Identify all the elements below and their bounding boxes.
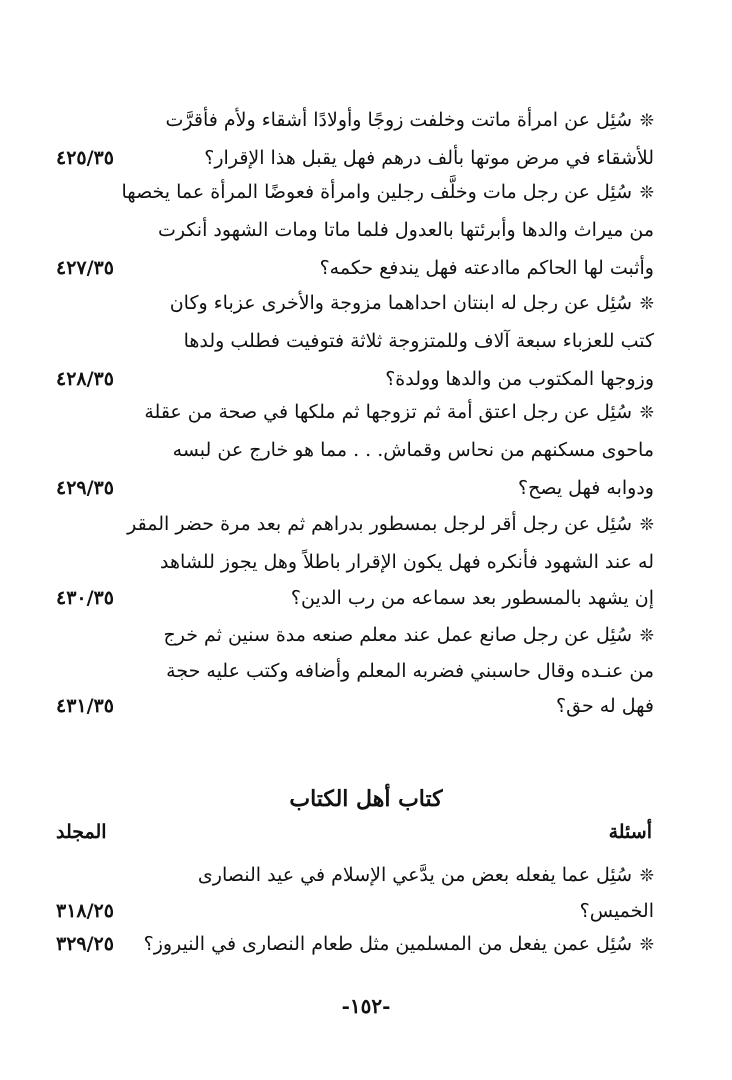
- volume-page-ref: ٤٢٧/٣٥: [56, 257, 114, 279]
- volume-page-ref: ٤٣٠/٣٥: [56, 587, 114, 609]
- question-line: ودوابه فهل يصح؟: [518, 477, 654, 499]
- bullet-star-icon: ❊: [639, 111, 654, 131]
- question-line: ❊سُئِل عن رجل له ابنتان احداهما مزوجة والأخرى عزباء وكان: [64, 284, 654, 322]
- question-line: وزوجها المكتوب من والدها وولدة؟: [385, 368, 654, 390]
- question-line: وأثبت لها الحاكم ماادعته فهل يندفع حكمه؟: [319, 257, 654, 279]
- bullet-star-icon: ❊: [639, 626, 654, 646]
- page-number: -١٥٢-: [341, 994, 391, 1018]
- question-line: ❊سُئِل عمن يفعل من المسلمين مثل طعام النصارى في النيروز؟: [64, 925, 654, 963]
- question-line: ماحوى مسكنهم من نحاس وقماش. . . مما هو خارج عن لبسه: [172, 439, 654, 461]
- question-line: من عنـده وقال حاسبني فضربه المعلم وأضافه وكتب عليه حجة: [166, 660, 654, 682]
- question-line: الخميس؟: [579, 900, 654, 922]
- bullet-star-icon: ❊: [639, 183, 654, 203]
- question-line: من ميراث والدها وأبرئتها بالعدول فلما ماتا ومات الشهود أنكرت: [157, 219, 654, 241]
- question-line: فهل له حق؟: [556, 695, 654, 717]
- question-line: ❊سُئِل عن رجل اعتق أمة ثم تزوجها ثم ملكها في صحة من عقلة: [64, 393, 654, 431]
- volume-page-ref: ٤٢٩/٣٥: [56, 477, 114, 499]
- bullet-star-icon: ❊: [639, 403, 654, 423]
- volume-page-ref: ٣١٨/٢٥: [56, 900, 114, 922]
- question-line: إن يشهد بالمسطور بعد سماعه من رب الدين؟: [290, 587, 654, 609]
- volume-column-header: المجلد: [56, 821, 107, 843]
- question-line: كتب للعزباء سبعة آلاف وللمتزوجة ثلاثة فتوفيت فطلب ولدها: [183, 330, 654, 352]
- question-line: ❊سُئِل عن امرأة ماتت وخلفت زوجًا وأولادًا أشقاء ولأم فأقرَّت: [64, 101, 654, 139]
- bullet-star-icon: ❊: [639, 866, 654, 886]
- questions-column-header: أسئلة: [608, 821, 652, 843]
- volume-page-ref: ٤٢٥/٣٥: [56, 147, 114, 169]
- section-title: كتاب أهل الكتاب: [289, 786, 443, 812]
- bullet-star-icon: ❊: [639, 515, 654, 535]
- volume-page-ref: ٣٢٩/٢٥: [56, 933, 114, 955]
- bullet-star-icon: ❊: [639, 935, 654, 955]
- volume-page-ref: ٤٢٨/٣٥: [56, 368, 114, 390]
- question-line: للأشقاء في مرض موتها بألف درهم فهل يقبل هذا الإقرار؟: [204, 147, 654, 169]
- question-line: ❊سُئِل عن رجل أقر لرجل بمسطور بدراهم ثم بعد مرة حضر المقر: [64, 505, 654, 543]
- volume-page-ref: ٤٣١/٣٥: [56, 695, 114, 717]
- question-line: ❊سُئِل عن رجل صانع عمل عند معلم صنعه مدة سنين ثم خرج: [64, 616, 654, 654]
- bullet-star-icon: ❊: [639, 294, 654, 314]
- question-line: ❊سُئِل عن رجل مات وخلَّف رجلين وامرأة فعوضًا المرأة عما يخصها: [64, 173, 654, 211]
- question-line: ❊سُئِل عما يفعله بعض من يدَّعي الإسلام في عيد النصارى: [64, 856, 654, 894]
- question-line: له عند الشهود فأنكره فهل يكون الإقرار باطلاً وهل يجوز للشاهد: [160, 551, 654, 573]
